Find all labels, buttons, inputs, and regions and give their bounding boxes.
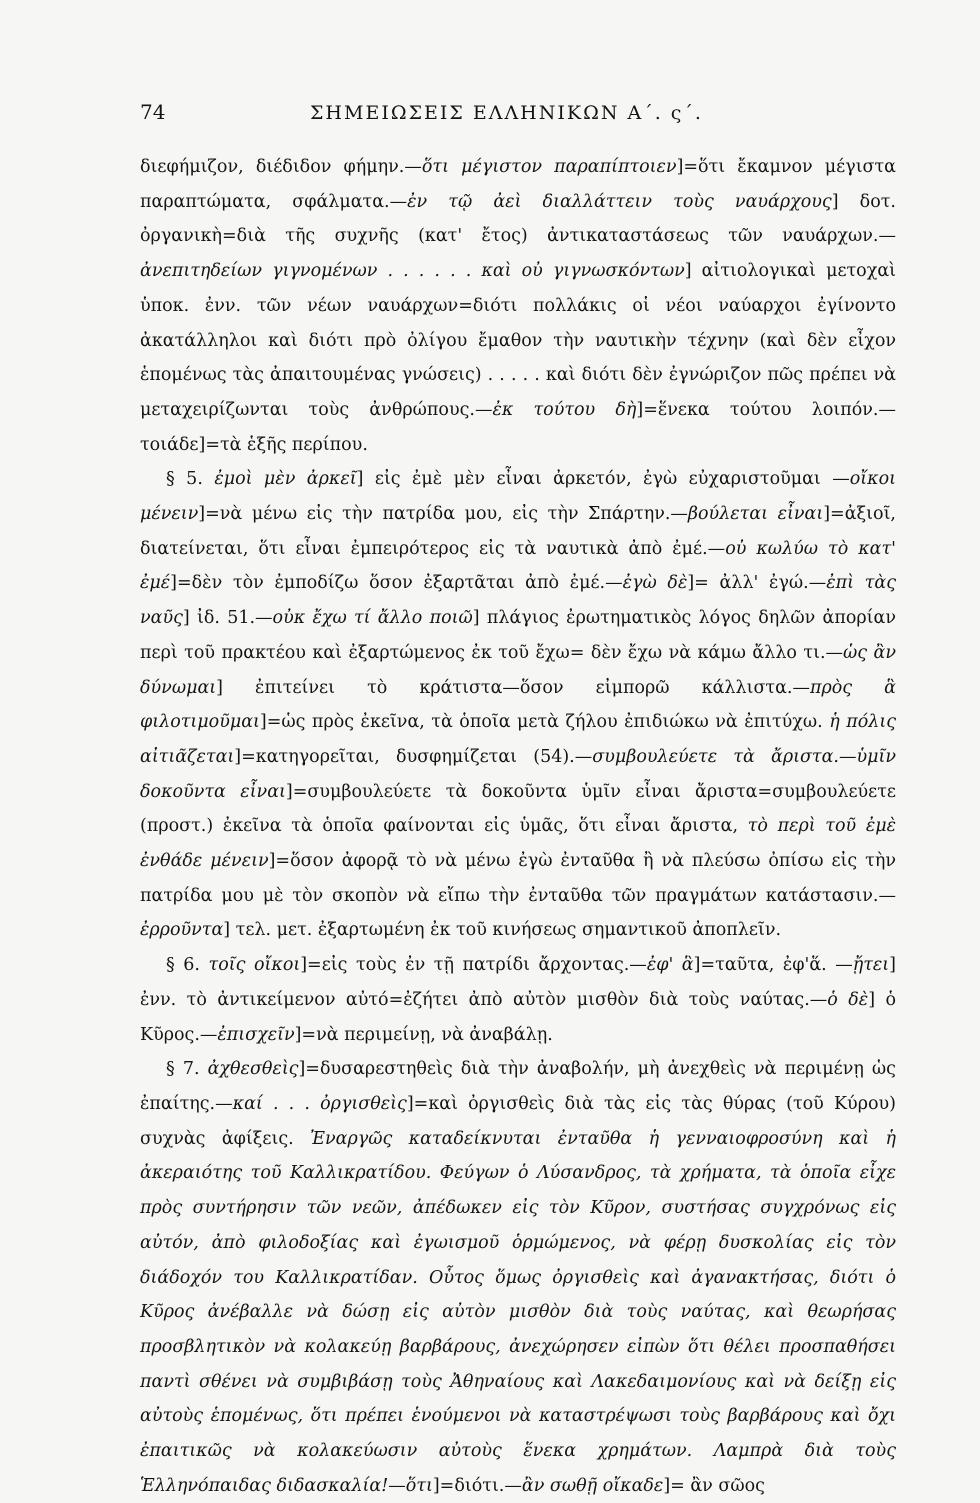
- gloss-text: ]=δὲν τὸν ἐμποδίζω ὅσον ἐξαρτᾶται ἀπὸ ἐμέ.—: [170, 573, 623, 594]
- lemma-text: ἐμοὶ μὲν ἀρκεῖ: [214, 469, 357, 490]
- paragraph-section-5: [140, 462, 896, 948]
- lemma-text: οἴκοι μένειν: [140, 469, 897, 525]
- gloss-text: ] ἐπιτείνει τὸ κράτιστα—ὅσον εἰμπορῶ κάλλιστα.—: [216, 677, 810, 698]
- gloss-text: ]=νὰ μένω εἰς τὴν πατρίδα μου, εἰς τὴν Σπάρτην.—: [198, 504, 688, 525]
- lemma-text: ἂν σωθῇ οἴκαδε: [521, 1475, 664, 1496]
- lemma-text: ἀχθεσθεὶς: [207, 1059, 299, 1080]
- page-header: [140, 100, 896, 140]
- lemma-text: ἐπισχεῖν: [217, 1024, 295, 1045]
- gloss-text: ]=ὅτι ἔκαμνον μέγιστα παραπτώματα, σφάλματα.—: [140, 157, 896, 212]
- lemma-text: οὐκ ἔχω τί ἄλλο ποιῶ: [272, 608, 473, 629]
- lemma-text: βούλεται εἶναι: [687, 504, 824, 525]
- lemma-text: ἐφ' ἃ: [646, 955, 694, 976]
- lemma-text: ὁ δὲ: [827, 989, 869, 1010]
- lemma-text: ἡ πόλις αἰτιᾶζεται: [140, 712, 896, 767]
- gloss-text: ]=ταῦτα, ἐφ'ἅ. —: [693, 955, 853, 976]
- gloss-text: § 6.: [166, 955, 209, 976]
- lemma-text: συμβουλεύετε τὰ ἄριστα.—ὑμῖν δοκοῦντα εἶναι: [140, 746, 896, 802]
- lemma-text: τὸ περὶ τοῦ ἐμὲ ἐνθάδε μένειν: [140, 816, 896, 872]
- gloss-text: § 7.: [166, 1059, 208, 1080]
- gloss-text: ]= ἂν σῶος: [663, 1475, 765, 1496]
- gloss-text: ] ἐνν. τὸ ἀντικείμενον αὐτό=ἐζήτει ἀπὸ αὐτὸν μισθὸν διὰ τοὺς ναύτας.—: [140, 955, 896, 1010]
- gloss-text: ]=ὅσον ἀφορᾷ τὸ νὰ μένω ἐγὼ ἐνταῦθα ἢ νὰ πλεύσω ὀπίσω εἰς τὴν πατρίδα μου μὲ τὸν σκοπὸν νὰ εἴπω τὴν ἐνταῦθα τῶν πραγμάτων κατάστασιν.—: [140, 851, 896, 906]
- gloss-text: ]=ὡς πρὸς ἐκεῖνα, τὰ ὁποῖα μετὰ ζήλου ἐπιδιώκω νὰ ἐπιτύχω.: [259, 712, 830, 733]
- gloss-text: ] εἰς ἐμὲ μὲν εἶναι ἀρκετόν, ἐγὼ εὐχαριστοῦμαι —: [356, 469, 850, 490]
- lemma-text: ἐπὶ τὰς ναῦς: [140, 573, 897, 629]
- gloss-text: ]=νὰ περιμείνῃ, νὰ ἀναβάλῃ.: [294, 1024, 553, 1045]
- gloss-text: ] αἰτιολογικαὶ μετοχαὶ ὑποκ. ἐνν. τῶν νέων ναυάρχων=διότι πολλάκις οἱ νέοι ναύαρχοι ἐγίνοντο ἀκατάλληλοι καὶ διότι πρὸ ὀλίγου ἔμαθον τὴν ναυτικὴν τέχνην (καὶ δὲν εἶχον ἑπομένως τὰς ἀπαιτουμένας γνώσεις) . . . . . καὶ διότι δὲν ἐγνώριζον πῶς πρέπει νὰ μεταχειρίζωνται τοὺς ἀνθρώπους.—: [140, 261, 897, 420]
- gloss-text: ]= ἀλλ' ἐγώ.—: [687, 573, 827, 594]
- page-number: 74: [140, 100, 166, 124]
- lemma-text: Ἐναργῶς καταδείκνυται ἐνταῦθα ἡ γενναιοφροσύνη καὶ ἡ ἀκεραιότης τοῦ Καλλικρατίδου. Φεύγων ὁ Λύσανδρος, τὰ χρήματα, τὰ ὁποῖα εἶχε πρὸς συντήρησιν τῶν νεῶν, ἀπέδωκεν εἰς τὸν Κῦρον, συστήσας συγχρόνως εἰς αὐτόν, ἀπὸ φιλοδοξίας καὶ ἐγωισμοῦ ὁρμώμενος, νὰ φέρῃ δυσκολίας εἰς τὸν διάδοχόν του Καλλικρατίδαν. Οὗτος ὅμως ὀργισθεὶς καὶ ἀγανακτήσας, διότι ὁ Κῦρος ἀνέβαλλε νὰ δώσῃ εἰς αὐτὸν μισθὸν διὰ τοὺς ναύτας, καὶ θεωρήσας προσβλητικὸν νὰ κολακεύῃ βαρβάρους, ἀνεχώρησεν εἰπὼν ὅτι θέλει προσπαθήσει παντὶ σθένει νὰ συμβιβάσῃ τοὺς Ἀθηναίους καὶ Λακεδαιμονίους καὶ νὰ δείξῃ εἰς αὐτοὺς ἑπομένως, ὅτι πρέπει ἑνούμενοι νὰ καταστρέψωσι τοὺς βαρβάρους καὶ ὄχι ἐπαιτικῶς νὰ κολακεύωσιν αὐτοὺς ἕνεκα χρημάτων. Λαμπρὰ διὰ τοὺς Ἑλληνόπαιδας διδασκαλία!—ὅτι: [140, 1128, 897, 1496]
- lemma-text: οὐ κωλύω τὸ κατ' ἐμέ: [140, 538, 896, 594]
- gloss-text: ]=καὶ ὀργισθεὶς διὰ τὰς εἰς τὰς θύρας (τοῦ Κύρου) συχνὰς ἀφίξεις.: [140, 1093, 896, 1149]
- paragraph-section-6: [140, 948, 896, 1052]
- gloss-text: § 5.: [166, 469, 215, 490]
- gloss-text: ]=διότι.—: [432, 1475, 522, 1496]
- lemma-text: καί . . . ὀργισθεὶς: [232, 1093, 407, 1114]
- gloss-text: ]=ἀξιοῖ, διατείνεται, ὅτι εἶναι ἐμπειρότερος εἰς τὰ ναυτικὰ ἀπὸ ἐμέ.—: [140, 504, 896, 559]
- gloss-text: ] τελ. μετ. ἐξαρτωμένη ἐκ τοῦ κινήσεως σημαντικοῦ ἀποπλεῖν.: [223, 920, 782, 941]
- gloss-text: ] πλάγιος ἐρωτηματικὸς λόγος δηλῶν ἀπορίαν περὶ τοῦ πρακτέου καὶ ἐξαρτώμενος ἐκ τοῦ ἔχω= δὲν ἔχω νὰ κάμω ἄλλο τι.—: [140, 608, 896, 663]
- gloss-text: διεφήμιζον, διέδιδον φήμην.—: [140, 157, 422, 177]
- paragraph-section-7: [140, 1052, 896, 1503]
- gloss-text: ]=ἕνεκα τούτου λοιπόν.—τοιάδε]=τὰ ἑξῆς περίπου.: [140, 399, 896, 455]
- lemma-text: ἐγὼ δὲ: [622, 573, 688, 594]
- paragraph-1: [140, 150, 896, 462]
- gloss-text: ]=εἰς τοὺς ἐν τῇ πατρίδι ἄρχοντας.—: [300, 955, 647, 976]
- lemma-text: πρὸς ἃ φιλοτιμοῦμαι: [140, 677, 896, 733]
- gloss-text: ] δοτ. ὀργανικὴ=διὰ τῆς συχνῆς (κατ' ἔτος) ἀντικαταστάσεως τῶν ναυάρχων.—: [140, 191, 896, 247]
- running-head: ΣΗΜΕΙΩΣΕΙΣ ΕΛΛΗΝΙΚΩΝ Α΄. ς΄.: [310, 102, 703, 124]
- lemma-text: ἐκ τούτου δὴ: [492, 399, 637, 420]
- lemma-text: ἀνεπιτηδείων γιγνομένων . . . . . . καὶ οὐ γιγνωσκόντων: [140, 261, 685, 282]
- gloss-text: ]=συμβουλεύετε τὰ δοκοῦντα ὑμῖν εἶναι ἄριστα=συμβουλεύετε (προστ.) ἐκεῖνα τὰ ὁποῖα φαίνονται εἰς ὑμᾶς, ὅτι εἶναι ἄριστα,: [140, 781, 896, 837]
- commentary-text: [140, 150, 896, 1503]
- gloss-text: ]=δυσαρεστηθεὶς διὰ τὴν ἀναβολήν, μὴ ἀνεχθεὶς νὰ περιμένῃ ὡς ἐπαίτης.—: [140, 1059, 896, 1114]
- lemma-text: ἐν τῷ ἀεὶ διαλλάττειν τοὺς ναυάρχους: [407, 191, 832, 212]
- gloss-text: ] ἰδ. 51.—: [182, 608, 273, 629]
- lemma-text: τοῖς οἴκοι: [208, 955, 301, 976]
- gloss-text: ]=κατηγορεῖται, δυσφημίζεται (54).—: [234, 746, 593, 767]
- gloss-text: ] ὁ Κῦρος.—: [140, 989, 896, 1045]
- lemma-text: ὡς ἂν δύνωμαι: [140, 642, 896, 698]
- lemma-text: ᾔτει: [852, 955, 890, 976]
- lemma-text: ὅτι μέγιστον παραπίπτοιεν: [421, 157, 677, 177]
- lemma-text: ἐρροῦντα: [140, 920, 224, 941]
